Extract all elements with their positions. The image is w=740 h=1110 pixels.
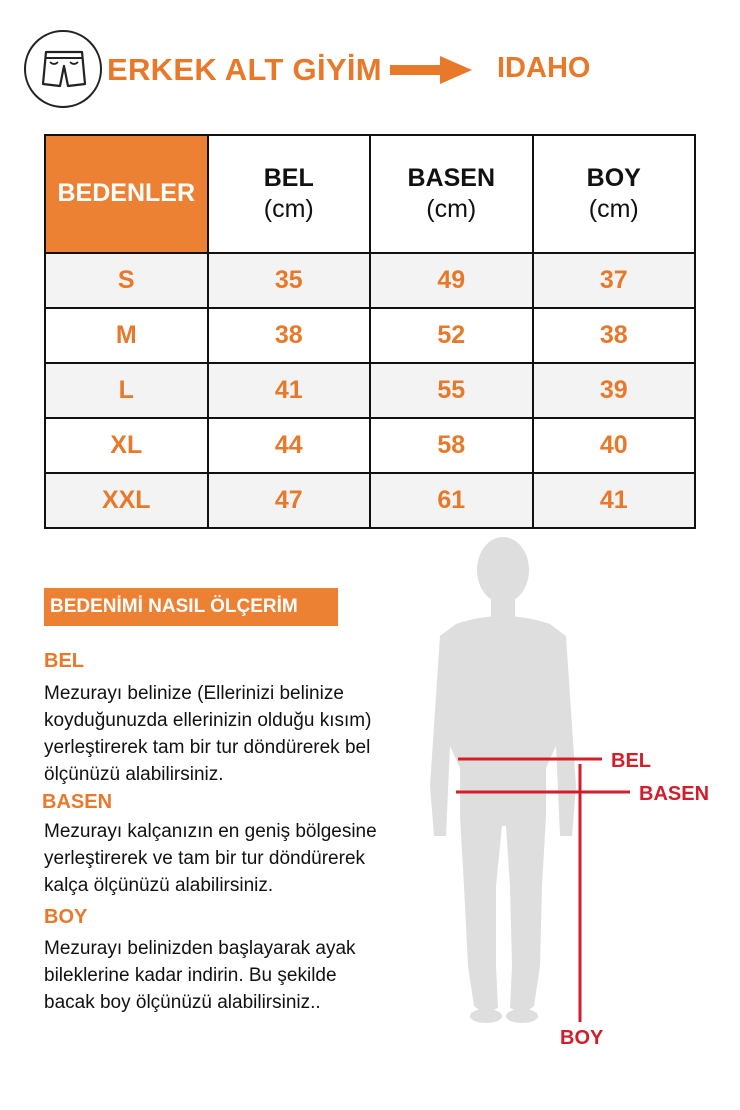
figure-label-basen: BASEN (639, 783, 710, 805)
table-corner-header: BEDENLER (45, 135, 208, 253)
bel-cell: 44 (208, 418, 371, 473)
text-line: bacak boy ölçünüzü alabilirsiniz.. (44, 992, 321, 1013)
boy-cell: 39 (533, 363, 696, 418)
table-row (45, 473, 695, 528)
basen-cell: 49 (370, 253, 533, 308)
boy-cell: 37 (533, 253, 696, 308)
column-unit: (cm) (263, 195, 314, 223)
size-cell: S (45, 253, 208, 308)
bel-cell: 35 (208, 253, 371, 308)
figure-label-boy: BOY (560, 1027, 604, 1049)
section-title-boy: BOY (44, 906, 88, 928)
brand-name: IDAHO (497, 52, 591, 84)
table-row (45, 253, 695, 308)
text-line: yerleştirerek ve tam bir tur döndürerek (44, 848, 366, 869)
text-line: Mezurayı belinizden başlayarak ayak (44, 938, 356, 959)
size-table (44, 134, 696, 529)
arrow-right-icon (390, 54, 474, 86)
howto-banner: BEDENİMİ NASIL ÖLÇERİM (44, 588, 338, 626)
size-cell: XXL (45, 473, 208, 528)
page-title: ERKEK ALT GİYİM (107, 52, 382, 87)
section-title-bel: BEL (44, 650, 84, 672)
bel-cell: 38 (208, 308, 371, 363)
bel-cell: 47 (208, 473, 371, 528)
size-cell: L (45, 363, 208, 418)
basen-cell: 61 (370, 473, 533, 528)
figure-label-bel: BEL (611, 750, 651, 772)
text-line: kalça ölçünüzü alabilirsiniz. (44, 875, 274, 896)
basen-cell: 55 (370, 363, 533, 418)
column-unit: (cm) (426, 195, 477, 223)
column-header-basen (370, 135, 533, 253)
section-text-basen (44, 818, 434, 899)
text-line: ölçünüzü alabilirsiniz. (44, 764, 224, 785)
logo-badge (24, 30, 102, 108)
text-line: koyduğunuzda ellerinizin olduğu kısım) (44, 710, 372, 731)
column-name: BASEN (407, 163, 495, 192)
table-header-row (45, 135, 695, 253)
column-header-bel (208, 135, 371, 253)
text-line: bileklerine kadar indirin. Bu şekilde (44, 965, 337, 986)
table-row (45, 363, 695, 418)
bel-cell: 41 (208, 363, 371, 418)
measurement-figure (420, 536, 740, 1056)
size-cell: XL (45, 418, 208, 473)
column-header-boy (533, 135, 696, 253)
text-line: Mezurayı kalçanızın en geniş bölgesine (44, 821, 377, 842)
section-text-bel (44, 680, 434, 788)
table-row (45, 418, 695, 473)
table-row (45, 308, 695, 363)
shorts-icon (40, 48, 88, 92)
text-line: Mezurayı belinize (Ellerinizi belinize (44, 683, 344, 704)
boy-cell: 41 (533, 473, 696, 528)
section-text-boy (44, 935, 434, 1016)
boy-cell: 38 (533, 308, 696, 363)
basen-cell: 52 (370, 308, 533, 363)
column-name: BEL (263, 163, 314, 192)
section-title-basen: BASEN (42, 791, 113, 813)
column-unit: (cm) (588, 195, 639, 223)
size-cell: M (45, 308, 208, 363)
column-name: BOY (586, 163, 641, 192)
basen-cell: 58 (370, 418, 533, 473)
text-line: yerleştirerek tam bir tur döndürerek bel (44, 737, 371, 758)
boy-cell: 40 (533, 418, 696, 473)
